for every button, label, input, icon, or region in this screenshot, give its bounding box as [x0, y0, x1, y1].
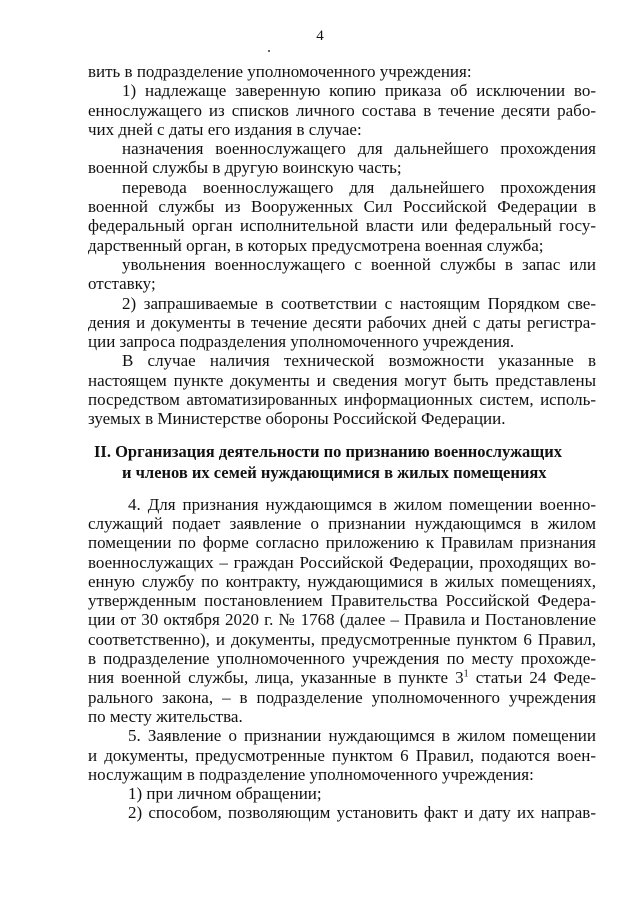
text-line: соответственно), и документы, предусмотренные пунктом 6 Правил, — [88, 629, 596, 649]
text-line: в подразделение уполномоченного учреждения по месту прохожде- — [88, 649, 596, 669]
text-line: зуемых в Министерстве обороны Российской Федерации. — [88, 409, 506, 429]
text-line: 1) при личном обращении; — [128, 784, 322, 804]
text-line: дарственный орган, в которых предусмотрена военная служба; — [88, 235, 544, 255]
text-line: 2) способом, позволяющим установить факт и дату их направ- — [128, 803, 596, 823]
superscript: 1 — [463, 668, 469, 680]
paragraphs-section-3 — [88, 688, 596, 823]
page-number: 4 — [316, 28, 324, 44]
text-line: военнослужащих – граждан Российской Федерации, проходящих во- — [88, 552, 596, 572]
text-line: ции от 30 октября 2020 г. № 1768 (далее – Правила и Постановление — [88, 610, 596, 630]
text-line: утвержденным постановлением Правительства Российской Федера- — [88, 591, 596, 611]
text-line: помещении по форме согласно приложению к Правилам признания — [88, 533, 596, 553]
text-line: и документы, предусмотренные пунктом 6 Правил, подаются воен- — [88, 745, 596, 765]
text-line: рального закона, – в подразделение уполномоченного учреждения — [88, 687, 596, 707]
text-line-with-superscript: ния военной службы, лица, указанные в пункте $3^1$ статьи 24 Феде- — [88, 668, 597, 688]
text-line: еннослужащего из списков личного состава в течение десяти рабо- — [88, 100, 596, 120]
text-line: по месту жительства. — [88, 706, 243, 726]
text-line: настоящем пункте документы и сведения могут быть представлены — [88, 370, 596, 390]
text-line: ции запроса подразделения уполномоченного учреждения. — [88, 332, 515, 352]
text-line: посредством автоматизированных информационных систем, исполь- — [88, 390, 596, 410]
text-line: военной службы в другую воинскую часть; — [88, 158, 402, 178]
text-line: 2) запрашиваемые в соответствии с настоящим Порядком све- — [122, 293, 596, 313]
text-line: служащий подает заявление о признании нуждающимся в жилом — [88, 513, 596, 533]
text-line: 5. Заявление о признании нуждающимся в жилом помещении — [128, 726, 596, 746]
text-line: 4. Для признания нуждающимся в жилом помещении военно- — [128, 494, 596, 514]
text-line: нослужащим в подразделение уполномоченного учреждения: — [88, 764, 534, 784]
text-line: военной службы из Вооруженных Сил Российской Федерации в — [88, 197, 596, 217]
scan-speck — [268, 50, 270, 52]
text-line: перевода военнослужащего для дальнейшего прохождения — [122, 177, 596, 197]
text-line: отставку; — [88, 274, 156, 294]
text-line: увольнения военнослужащего с военной службы в запас или — [122, 254, 596, 274]
section-heading-line-2: и членов их семей нуждающимися в жилых помещениях — [122, 462, 547, 482]
text-line: енную службу по контракту, нуждающимися в жилых помещениях, — [88, 571, 596, 591]
section-heading-line-1: II. Организация деятельности по признанию военнослужащих — [94, 441, 562, 461]
text-line: 1) надлежаще заверенную копию приказа об исключении во- — [122, 81, 596, 101]
text-line: чих дней с даты его издания в случае: — [88, 119, 362, 139]
text-line: федеральный орган исполнительной власти или федеральный госу- — [88, 216, 596, 236]
document-body — [88, 62, 596, 823]
paragraphs-section-2 — [88, 495, 596, 669]
text-line: В случае наличия технической возможности указанные в — [122, 351, 596, 371]
text-line: дения и документы в течение десяти рабочих дней с даты регистра- — [88, 312, 596, 332]
text-line: вить в подразделение уполномоченного учреждения: — [88, 62, 472, 81]
paragraphs-section-1 — [88, 62, 596, 429]
text-line: назначения военнослужащего для дальнейшего прохождения — [122, 139, 596, 159]
